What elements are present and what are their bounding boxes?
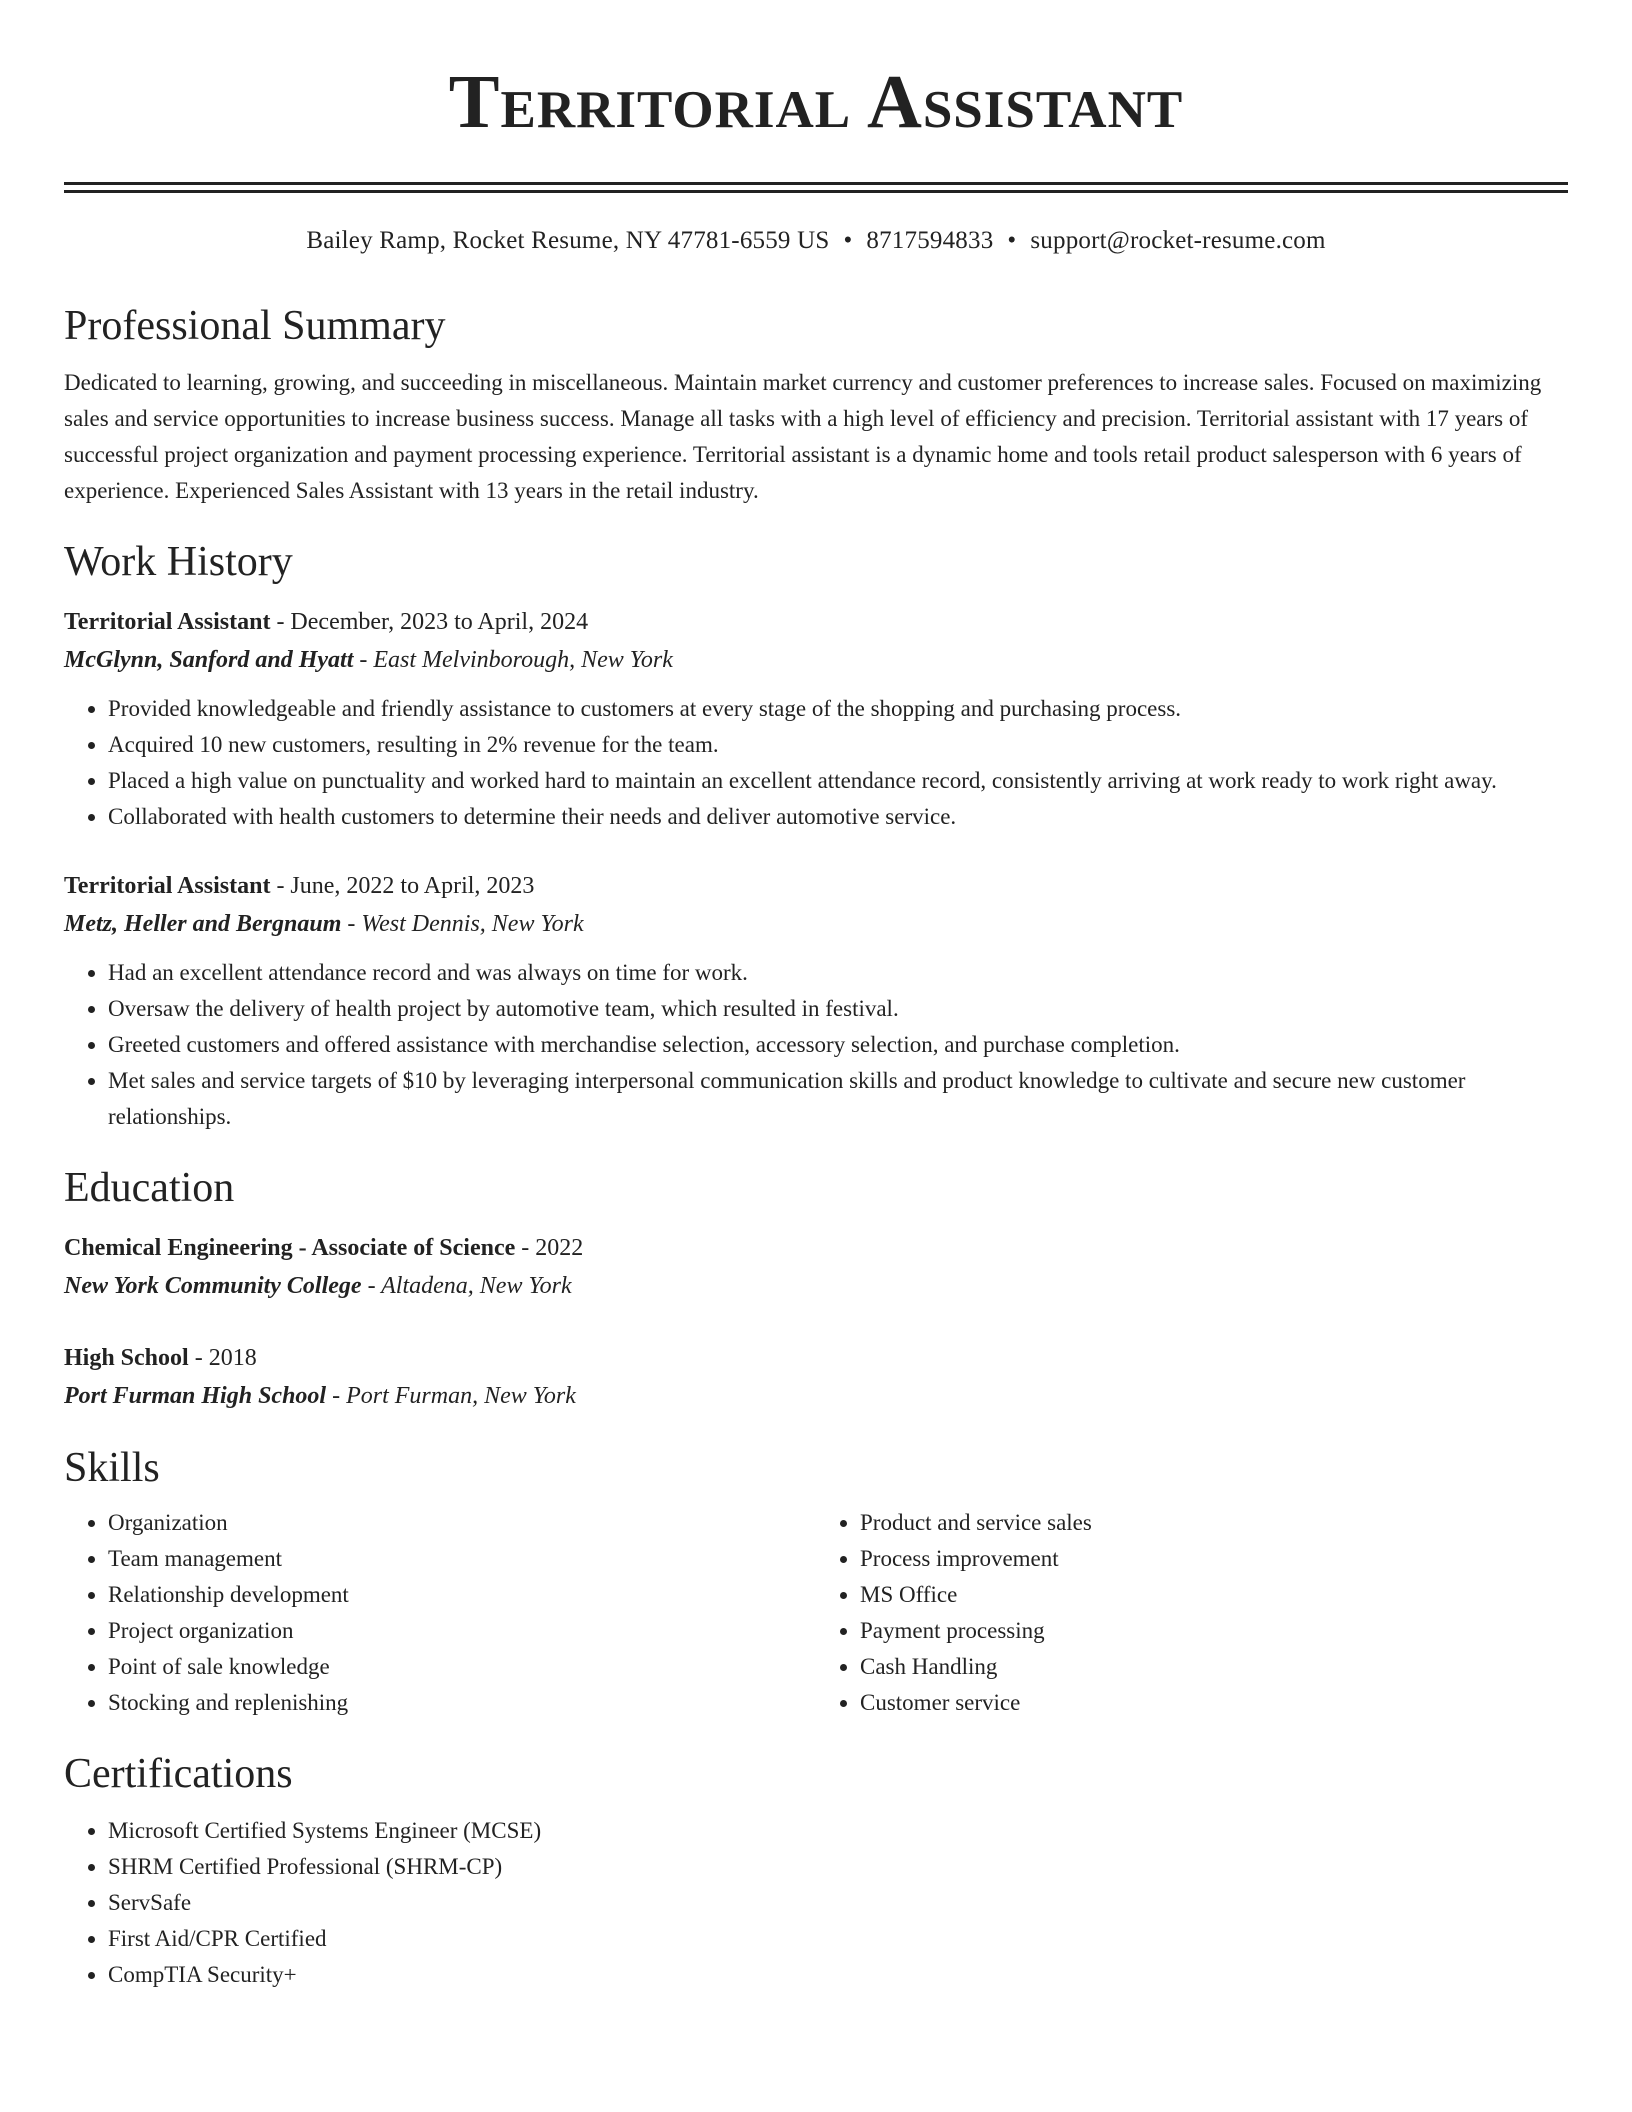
contact-email: support@rocket-resume.com [1030, 227, 1326, 254]
contact-phone: 8717594833 [866, 227, 994, 254]
job-bullets [64, 955, 1568, 1135]
skills-list-left [64, 1505, 816, 1721]
education-degree-line [64, 1229, 1568, 1267]
skill-item: • Team management [108, 1541, 816, 1577]
skill-item: • Product and service sales [860, 1505, 1568, 1541]
resume-title: Territorial Assistant [448, 60, 1184, 144]
education-degree-line [64, 1339, 1568, 1377]
education-heading: Education [64, 1165, 235, 1211]
education-school: Port Furman High School [64, 1383, 327, 1409]
job-bullet: • Provided knowledgeable and friendly assistance to customers at every stage of the shopping and purchasing process. [108, 691, 1568, 727]
education-school-line [64, 1377, 1568, 1415]
job-location: - East Melvinborough, New York [353, 647, 673, 673]
job-dates: - June, 2022 to April, 2023 [270, 873, 535, 899]
contact-address: Bailey Ramp, Rocket Resume, NY 47781-6559 US [306, 227, 830, 254]
skills-heading: Skills [64, 1445, 160, 1491]
certification-item: • First Aid/CPR Certified [108, 1921, 1568, 1957]
skills-list-right [816, 1505, 1568, 1721]
education-degree: Chemical Engineering - Associate of Science [64, 1235, 516, 1261]
job-entry [64, 603, 1568, 835]
education-location: - Altadena, New York [361, 1273, 572, 1299]
title-double-rule [64, 182, 1568, 193]
job-title-line [64, 603, 1568, 641]
skill-item: • Relationship development [108, 1577, 816, 1613]
summary-text: Dedicated to learning, growing, and succeeding in miscellaneous. Maintain market currency and customer preferences to increase sales. Focused on maximizing sales and service opportunities to increase business success. Manage all tasks with a high level of efficiency and precision. Territorial assistant with 17 years of successful project organization and payment processing experience. Territorial assistant is a dynamic home and tools retail product salesperson with 6 years of experience. Experienced Sales Assistant with 13 years in the retail industry. [64, 370, 1542, 503]
contact-separator: • [1007, 227, 1017, 254]
job-company: McGlynn, Sanford and Hyatt [64, 647, 354, 673]
job-bullet: • Acquired 10 new customers, resulting in 2% revenue for the team. [108, 727, 1568, 763]
job-bullet: • Oversaw the delivery of health project by automotive team, which resulted in festival. [108, 991, 1568, 1027]
certification-item: • CompTIA Security+ [108, 1957, 1568, 1993]
certification-item: • Microsoft Certified Systems Engineer (MCSE) [108, 1813, 1568, 1849]
job-company-line [64, 905, 1568, 943]
skill-item: • Customer service [860, 1685, 1568, 1721]
summary-heading: Professional Summary [64, 303, 446, 349]
contact-separator: • [843, 227, 853, 254]
certifications-list [64, 1813, 1568, 1993]
job-company-line [64, 641, 1568, 679]
certifications-heading: Certifications [64, 1751, 293, 1797]
education-degree: High School [64, 1345, 189, 1371]
education-location: - Port Furman, New York [326, 1383, 576, 1409]
skills-columns [64, 1505, 1568, 1721]
skill-item: • Payment processing [860, 1613, 1568, 1649]
skill-item: • Process improvement [860, 1541, 1568, 1577]
skill-item: • Organization [108, 1505, 816, 1541]
job-dates: - December, 2023 to April, 2024 [270, 609, 589, 635]
education-school-line [64, 1267, 1568, 1305]
job-bullets [64, 691, 1568, 835]
job-title: Territorial Assistant [64, 609, 271, 635]
skill-item: • Cash Handling [860, 1649, 1568, 1685]
job-bullet: • Collaborated with health customers to determine their needs and deliver automotive service. [108, 799, 1568, 835]
contact-line [64, 223, 1568, 259]
skill-item: • MS Office [860, 1577, 1568, 1613]
education-year: - 2018 [188, 1345, 257, 1371]
job-bullet: • Placed a high value on punctuality and worked hard to maintain an excellent attendance record, consistently arriving at work ready to work right away. [108, 763, 1568, 799]
job-bullet: • Had an excellent attendance record and was always on time for work. [108, 955, 1568, 991]
job-entry [64, 867, 1568, 1135]
education-entry [64, 1229, 1568, 1305]
job-title: Territorial Assistant [64, 873, 271, 899]
skill-item: • Project organization [108, 1613, 816, 1649]
job-bullet: • Greeted customers and offered assistance with merchandise selection, accessory selection, and purchase completion. [108, 1027, 1568, 1063]
education-entry [64, 1339, 1568, 1415]
education-school: New York Community College [64, 1273, 362, 1299]
job-company: Metz, Heller and Bergnaum [64, 911, 342, 937]
work-history-heading: Work History [64, 539, 293, 585]
job-title-line [64, 867, 1568, 905]
certification-item: • ServSafe [108, 1885, 1568, 1921]
skill-item: • Point of sale knowledge [108, 1649, 816, 1685]
education-year: - 2022 [515, 1235, 584, 1261]
certification-item: • SHRM Certified Professional (SHRM-CP) [108, 1849, 1568, 1885]
skill-item: • Stocking and replenishing [108, 1685, 816, 1721]
job-location: - West Dennis, New York [341, 911, 584, 937]
job-bullet: • Met sales and service targets of $10 by leveraging interpersonal communication skills and product knowledge to cultivate and secure new customer relationships. [108, 1063, 1568, 1135]
